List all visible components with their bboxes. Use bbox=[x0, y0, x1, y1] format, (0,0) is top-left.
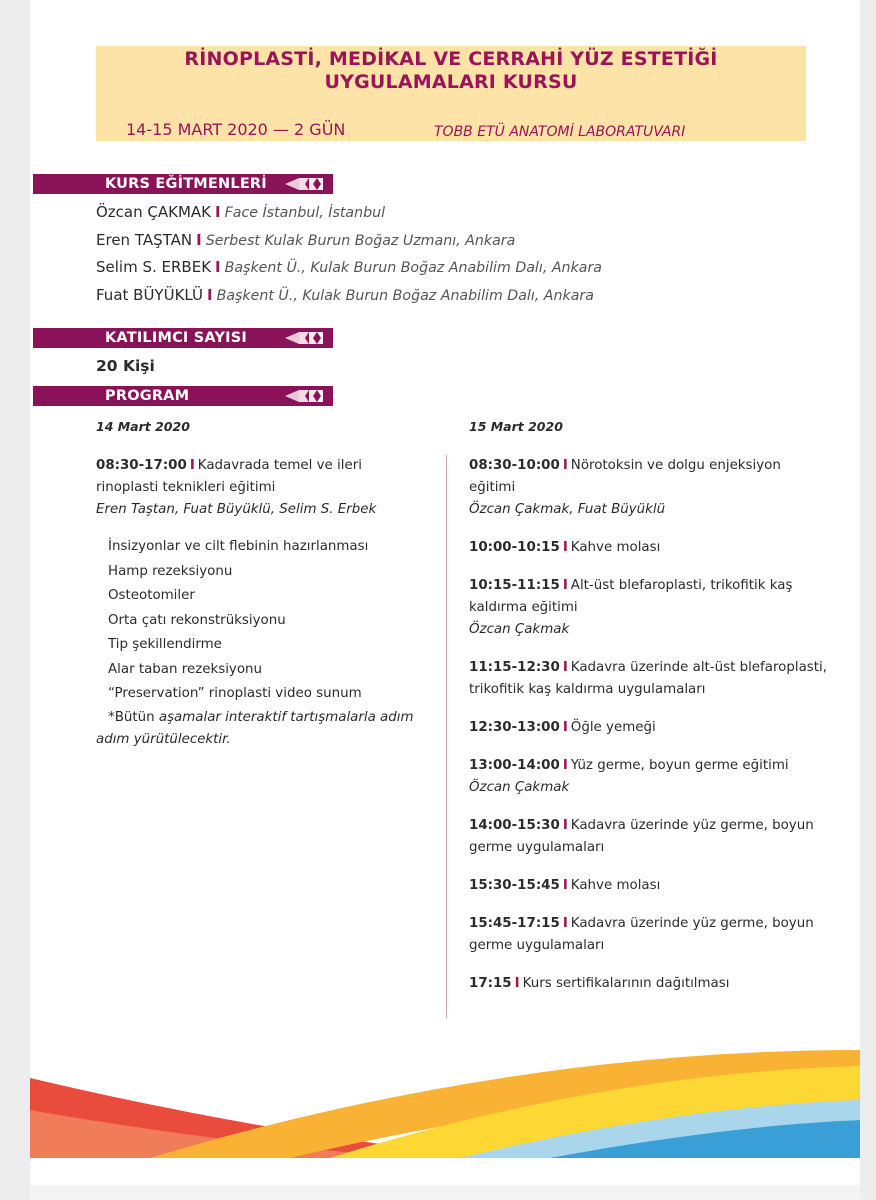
separator-bar: I bbox=[189, 458, 195, 473]
day1-column bbox=[96, 455, 416, 751]
schedule-item bbox=[469, 875, 829, 897]
title-line-2: UYGULAMALARI KURSU bbox=[324, 71, 578, 93]
topic-item: İnsizyonlar ve cilt flebinin hazırlanması bbox=[108, 539, 369, 554]
separator-bar: I bbox=[215, 258, 221, 276]
day2-column bbox=[469, 455, 829, 1011]
page-bottom-margin bbox=[30, 1185, 860, 1200]
item-trainers: Özcan Çakmak, Fuat Büyüklü bbox=[469, 502, 666, 517]
day1-date: 14 Mart 2020 bbox=[96, 419, 190, 434]
topic-item: Tip şekillendirme bbox=[108, 637, 222, 652]
participant-count: 20 Kişi bbox=[96, 357, 155, 375]
separator-bar: I bbox=[562, 578, 568, 593]
separator-bar: I bbox=[215, 203, 221, 221]
day2-date: 15 Mart 2020 bbox=[469, 419, 563, 434]
topic-item: “Preservation” rinoplasti video sunum bbox=[108, 686, 362, 701]
item-time: 12:30-13:00 bbox=[469, 720, 560, 735]
schedule-item bbox=[469, 717, 829, 739]
title-line-1: RİNOPLASTİ, MEDİKAL VE CERRAHİ YÜZ ESTETİĞİ bbox=[184, 48, 718, 70]
separator-bar: I bbox=[514, 976, 520, 991]
course-venue: TOBB ETÜ ANATOMİ LABORATUVARI bbox=[434, 124, 686, 140]
note-prefix: *Bütün bbox=[108, 709, 159, 725]
topic-item: Osteotomiler bbox=[108, 588, 195, 603]
item-title: Nörotoksin ve dolgu enjeksiyon eğitimi bbox=[469, 458, 781, 495]
item-time: 13:00-14:00 bbox=[469, 758, 560, 773]
schedule-item bbox=[469, 657, 829, 701]
item-title: Kadavra üzerinde alt-üst blefaroplasti, trikofitik kaş kaldırma uygulamaları bbox=[469, 660, 827, 697]
item-title: Kahve molası bbox=[570, 540, 661, 555]
separator-bar: I bbox=[196, 230, 202, 249]
item-time: 08:30-10:00 bbox=[469, 458, 560, 473]
note-text: aşamalar interaktif tartışmalarla adım adım yürütülecektir. bbox=[96, 709, 414, 747]
item-time: 10:00-10:15 bbox=[469, 540, 560, 555]
instructor-name: Selim S. ERBEK bbox=[96, 258, 212, 276]
section-label-participants: KATILIMCI SAYISI bbox=[105, 330, 247, 346]
schedule-item bbox=[469, 815, 829, 859]
course-dates: 14-15 MART 2020 — 2 GÜN bbox=[126, 120, 346, 139]
topic-list bbox=[96, 535, 416, 707]
item-title: Alt-üst blefaroplasti, trikofitik kaş kaldırma eğitimi bbox=[469, 578, 793, 615]
separator-bar: I bbox=[562, 458, 568, 473]
separator-bar: I bbox=[562, 878, 568, 893]
separator-bar: I bbox=[562, 916, 568, 931]
instructor-name: Özcan ÇAKMAK bbox=[96, 203, 212, 221]
schedule-item bbox=[469, 455, 829, 521]
column-divider bbox=[446, 455, 447, 1018]
instructor-row bbox=[96, 200, 602, 228]
section-label-instructors: KURS EĞİTMENLERİ bbox=[105, 176, 267, 192]
chevron-left-icon bbox=[285, 328, 323, 348]
chevron-left-icon bbox=[285, 386, 323, 406]
schedule-item bbox=[469, 913, 829, 957]
item-time: 15:45-17:15 bbox=[469, 916, 560, 931]
session-time: 08:30-17:00 bbox=[96, 458, 187, 473]
item-time: 17:15 bbox=[469, 976, 512, 991]
topic-item: Hamp rezeksiyonu bbox=[108, 563, 233, 579]
item-trainers: Özcan Çakmak bbox=[469, 622, 570, 637]
schedule-item bbox=[469, 537, 829, 559]
item-title: Yüz germe, boyun germe eğitimi bbox=[570, 758, 789, 773]
decorative-waves bbox=[30, 1040, 860, 1158]
item-time: 11:15-12:30 bbox=[469, 660, 560, 675]
item-title: Öğle yemeği bbox=[570, 720, 656, 735]
section-bar-instructors bbox=[33, 174, 333, 194]
instructor-row bbox=[96, 228, 602, 256]
session-trainers: Eren Taştan, Fuat Büyüklü, Selim S. Erbek bbox=[96, 502, 377, 517]
document-page bbox=[30, 0, 860, 1185]
section-bar-program bbox=[33, 386, 333, 406]
schedule-item bbox=[469, 755, 829, 799]
separator-bar: I bbox=[562, 818, 568, 833]
separator-bar: I bbox=[562, 660, 568, 675]
separator-bar: I bbox=[562, 758, 568, 773]
item-title: Kurs sertifikalarının dağıtılması bbox=[522, 976, 730, 991]
instructor-affiliation: Başkent Ü., Kulak Burun Boğaz Anabilim Dalı, Ankara bbox=[216, 287, 594, 304]
section-bar-participants bbox=[33, 328, 333, 348]
day1-session bbox=[96, 455, 416, 521]
item-time: 10:15-11:15 bbox=[469, 578, 560, 593]
item-time: 14:00-15:30 bbox=[469, 818, 560, 833]
item-title: Kahve molası bbox=[570, 878, 661, 893]
separator-bar: I bbox=[207, 285, 213, 304]
topic-item: Alar taban rezeksiyonu bbox=[108, 661, 263, 677]
instructor-list bbox=[96, 200, 602, 310]
program-note bbox=[96, 707, 416, 751]
section-label-program: PROGRAM bbox=[105, 388, 190, 404]
instructor-row bbox=[96, 283, 602, 311]
instructor-name: Eren TAŞTAN bbox=[96, 230, 193, 249]
item-title: Kadavra üzerinde yüz germe, boyun germe uygulamaları bbox=[469, 818, 814, 855]
course-header bbox=[96, 46, 806, 141]
item-time: 15:30-15:45 bbox=[469, 878, 560, 893]
instructor-name: Fuat BÜYÜKLÜ bbox=[96, 285, 203, 304]
instructor-affiliation: Başkent Ü., Kulak Burun Boğaz Anabilim Dalı, Ankara bbox=[224, 260, 602, 276]
schedule-item bbox=[469, 973, 829, 995]
topic-item: Orta çatı rekonstrüksiyonu bbox=[108, 612, 286, 628]
schedule-item bbox=[469, 575, 829, 641]
separator-bar: I bbox=[562, 540, 568, 555]
course-title bbox=[96, 48, 806, 94]
session-title: Kadavrada temel ve ileri rinoplasti teknikleri eğitimi bbox=[96, 458, 362, 495]
instructor-affiliation: Face İstanbul, İstanbul bbox=[224, 205, 386, 221]
instructor-affiliation: Serbest Kulak Burun Boğaz Uzmanı, Ankara bbox=[205, 232, 516, 249]
instructor-row bbox=[96, 255, 602, 283]
item-trainers: Özcan Çakmak bbox=[469, 780, 570, 795]
chevron-left-icon bbox=[285, 174, 323, 194]
course-subline bbox=[96, 119, 806, 141]
separator-bar: I bbox=[562, 720, 568, 735]
item-title: Kadavra üzerinde yüz germe, boyun germe uygulamaları bbox=[469, 916, 814, 953]
